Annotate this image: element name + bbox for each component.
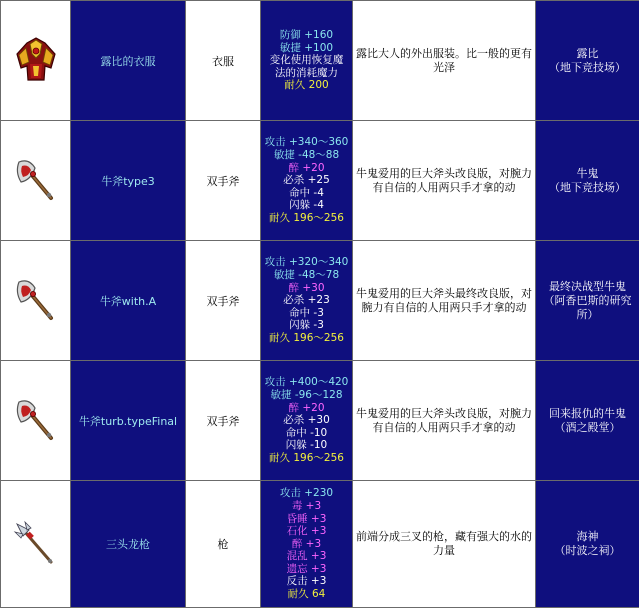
item-icon-cell (1, 241, 71, 361)
item-name: 牛斧with.A (71, 241, 186, 361)
battle-axe-icon (11, 394, 61, 444)
item-source (536, 481, 639, 608)
stat-line: 混乱 +3 (261, 550, 352, 563)
stat-line: 毒 +3 (261, 500, 352, 513)
stat-line: 反击 +3 (261, 575, 352, 588)
stat-line: 醉 +20 (261, 162, 352, 175)
stat-line: 耐久 196～256 (261, 332, 352, 345)
item-icon-cell (1, 1, 71, 121)
item-type: 双手斧 (186, 361, 261, 481)
stat-line: 耐久 196～256 (261, 452, 352, 465)
stat-line: 攻击 +230 (261, 487, 352, 500)
source-line: 露比 (536, 47, 639, 61)
stat-line: 耐久 200 (261, 79, 352, 92)
item-name: 牛斧type3 (71, 121, 186, 241)
item-source (536, 241, 639, 361)
source-line: （酒之殿堂） (536, 421, 639, 435)
stat-line: 醉 +30 (261, 282, 352, 295)
stat-line: 石化 +3 (261, 525, 352, 538)
item-description: 前端分成三叉的枪，藏有强大的水的力量 (353, 481, 536, 608)
item-description: 牛鬼爱用的巨大斧头改良版，对腕力有自信的人用两只手才拿的动 (353, 361, 536, 481)
item-type: 衣服 (186, 1, 261, 121)
stat-line: 攻击 +400～420 (261, 376, 352, 389)
item-stats (261, 121, 353, 241)
battle-axe-icon (11, 274, 61, 324)
stat-line: 攻击 +340～360 (261, 136, 352, 149)
item-rows (1, 1, 639, 608)
source-line: 所） (536, 308, 639, 322)
stat-line: 敏捷 -48～88 (261, 149, 352, 162)
stat-line: 必杀 +30 (261, 414, 352, 427)
table-row (1, 361, 639, 481)
item-stats (261, 241, 353, 361)
stat-line: 必杀 +23 (261, 294, 352, 307)
stat-line: 闪躲 -4 (261, 199, 352, 212)
source-line: 回来报仇的牛鬼 (536, 407, 639, 421)
item-stats (261, 361, 353, 481)
item-name: 露比的衣服 (71, 1, 186, 121)
source-line: 最终决战型牛鬼 (536, 280, 639, 294)
table-row (1, 481, 639, 608)
stat-line: 醉 +3 (261, 538, 352, 551)
stat-line: 闪躲 -10 (261, 439, 352, 452)
item-type: 双手斧 (186, 241, 261, 361)
stat-line: 敏捷 -48～78 (261, 269, 352, 282)
stat-line: 命中 -10 (261, 427, 352, 440)
stat-line: 敏捷 -96～128 (261, 389, 352, 402)
battle-axe-icon (11, 154, 61, 204)
stat-line: 防御 +160 (261, 29, 352, 42)
table-row (1, 1, 639, 121)
stat-line: 攻击 +320～340 (261, 256, 352, 269)
item-type: 枪 (186, 481, 261, 608)
item-type: 双手斧 (186, 121, 261, 241)
stat-line: 变化使用恢复魔 (261, 54, 352, 67)
item-name: 三头龙枪 (71, 481, 186, 608)
item-icon-cell (1, 121, 71, 241)
item-source (536, 121, 639, 241)
stat-line: 闪躲 -3 (261, 319, 352, 332)
stat-line: 醉 +20 (261, 402, 352, 415)
item-stats (261, 481, 353, 608)
trident-spear-icon (11, 518, 61, 568)
source-line: 牛鬼 (536, 167, 639, 181)
stat-line: 命中 -3 (261, 307, 352, 320)
stat-line: 敏捷 +100 (261, 42, 352, 55)
table-row (1, 121, 639, 241)
robe-icon (11, 34, 61, 84)
item-stats (261, 1, 353, 121)
source-line: （时波之祠） (536, 544, 639, 558)
stat-line: 命中 -4 (261, 187, 352, 200)
stat-line: 遗忘 +3 (261, 563, 352, 576)
item-source (536, 1, 639, 121)
item-description: 牛鬼爱用的巨大斧头改良版，对腕力有自信的人用两只手才拿的动 (353, 121, 536, 241)
source-line: （阿香巴斯的研究 (536, 294, 639, 308)
source-line: 海神 (536, 530, 639, 544)
item-name: 牛斧turb.typeFinal (71, 361, 186, 481)
stat-line: 法的消耗魔力 (261, 67, 352, 80)
source-line: （地下竞技场） (536, 181, 639, 195)
table-row (1, 241, 639, 361)
item-description: 牛鬼爱用的巨大斧头最终改良版，对腕力有自信的人用两只手才拿的动 (353, 241, 536, 361)
stat-line: 耐久 64 (261, 588, 352, 601)
source-line: （地下竞技场） (536, 61, 639, 75)
item-icon-cell (1, 481, 71, 608)
stat-line: 必杀 +25 (261, 174, 352, 187)
stat-line: 昏睡 +3 (261, 513, 352, 526)
item-description: 露比大人的外出服装。比一般的更有光泽 (353, 1, 536, 121)
stat-line: 耐久 196～256 (261, 212, 352, 225)
item-icon-cell (1, 361, 71, 481)
item-source (536, 361, 639, 481)
